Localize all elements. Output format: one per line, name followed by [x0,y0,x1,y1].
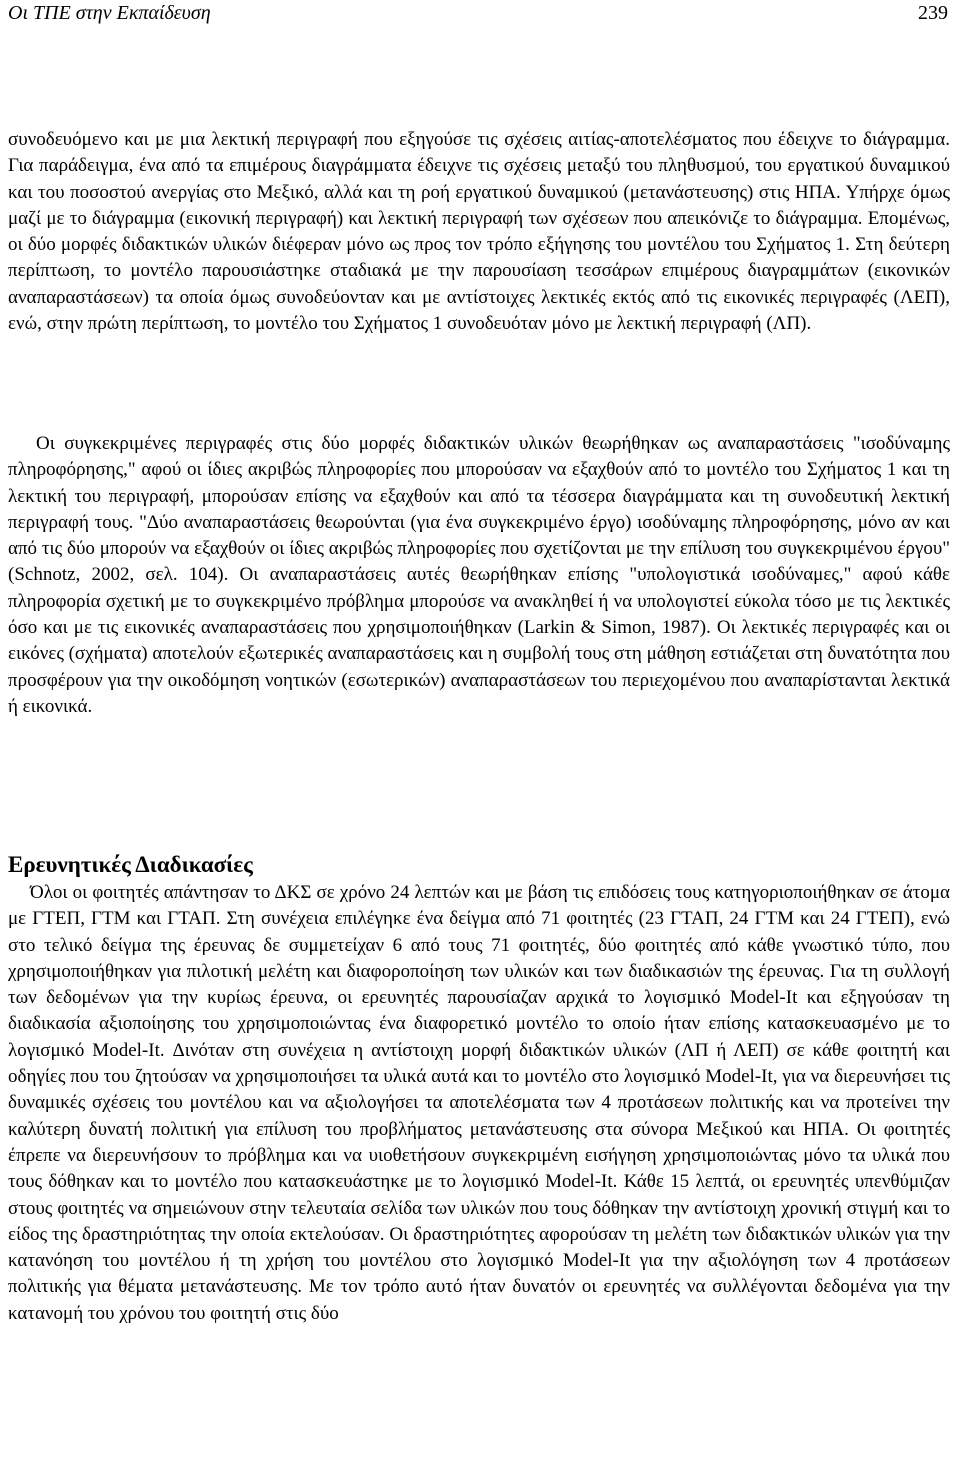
running-header [8,0,950,28]
running-title: Οι ΤΠΕ στην Εκπαίδευση [8,2,211,24]
page-number: 239 [918,2,948,24]
paragraph-2: Οι συγκεκριμένες περιγραφές στις δύο μορφές διδακτικών υλικών θεωρήθηκαν ως αναπαραστάσεις "ισοδύναμης πληροφόρησης," αφού οι ίδιες ακριβώς πληροφορίες που μπορούσαν να εξαχθούν από το μοντέλο του Σχήματος 1 και τη λεκτική του περιγραφή, μπορούσαν επίσης να εξαχθούν και από τα τέσσερα διαγράμματα και τη συνοδευτική λεκτική περιγραφή τους. "Δύο αναπαραστάσεις θεωρούνται (για ένα συγκεκριμένο έργο) ισοδύναμης πληροφόρησης, μόνο αν και από τις δύο μπορούν να εξαχθούν οι ίδιες ακριβώς πληροφορίες που σχετίζονται με την επίλυση του συγκεκριμένου έργου" (Schnotz, 2002, σελ. 104). Οι αναπαραστάσεις αυτές θεωρήθηκαν επίσης "υπολογιστικά ισοδύναμες," αφού κάθε πληροφορία σχετική με το συγκεκριμένο πρόβλημα μπορούσε να ανακληθεί ή να υπολογιστεί εύκολα τόσο με τις λεκτικές όσο και με τις εικονικές αναπαραστάσεις που χρησιμοποιήθηκαν (Larkin & Simon, 1987). Οι λεκτικές περιγραφές και οι εικόνες (σχήματα) αποτελούν εξωτερικές αναπαραστάσεις και η συμβολή τους στη μάθηση εστιάζεται στη δυνατότητα που προσφέρουν για την οικοδόμηση νοητικών (εσωτερικών) αναπαραστάσεων του περιεχομένου που αναπαρίστανται λεκτικά ή εικονικά. [8,433,950,717]
section-paragraph: Όλοι οι φοιτητές απάντησαν το ΔΚΣ σε χρόνο 24 λεπτών και με βάση τις επιδόσεις τους κατηγοριοποιήθηκαν σε άτομα με ΓΤΕΠ, ΓΤΜ και ΓΤΑΠ. Στη συνέχεια επιλέγηκε ένα δείγμα από 71 φοιτητές (23 ΓΤΑΠ, 24 ΓΤΜ και 24 ΓΤΕΠ), ενώ στο τελικό δείγμα της έρευνας δε συμμετείχαν 6 από τους 71 φοιτητές, δύο φοιτητές από κάθε γνωστικό τύπο, που χρησιμοποιήθηκαν για πιλοτική μελέτη και διαφοροποίηση των υλικών και των διαδικασιών της έρευνας. Για τη συλλογή των δεδομένων για την κυρίως έρευνα, οι ερευνητές παρουσίαζαν αρχικά το λογισμικό Model-It και εξηγούσαν τη διαδικασία αξιοποίησης του χρησιμοποιώντας ένα διαφορετικό μοντέλο το οποίο ήταν επίσης κατασκευασμένο με το λογισμικό Model-It. Δινόταν στη συνέχεια η αντίστοιχη μορφή διδακτικών υλικών (ΛΠ ή ΛΕΠ) σε κάθε φοιτητή και οδηγίες που του ζητούσαν να χρησιμοποιήσει τα υλικά αυτά και το μοντέλο στο λογισμικό Model-It, για να διερευνήσει τις δυναμικές σχέσεις του μοντέλου και να αξιολογήσει τα αποτελέσματα των 4 προτάσεων πολιτικής και να προτείνει την καλύτερη δυνατή πολιτική για επίλυση του προβλήματος μετανάστευσης στα σύνορα Μεξικού και ΗΠΑ. Οι φοιτητές έπρεπε να διερευνήσουν το πρόβλημα και να υιοθετήσουν συγκεκριμένη εισήγηση χρησιμοποιώντας μόνο τα υλικά που τους δόθηκαν και το μοντέλο που κατασκευάστηκε με το λογισμικό Model-It. Κάθε 15 λεπτά, οι ερευνητές υπενθύμιζαν στους φοιτητές να σημειώνουν στην τελευταία σελίδα των υλικών που τους δόθηκαν την αντίστοιχη χρονική στιγμή και το είδος της δραστηριότητας την οποία εκτελούσαν. Οι δραστηριότητες αφορούσαν τη μελέτη των διδακτικών υλικών για την κατανόηση του μοντέλου ή τη χρήση του μοντέλου στο λογισμικό Model-It για την αξιολόγηση των 4 προτάσεων πολιτικής για θέματα μετανάστευσης. Με τον τρόπο αυτό ήταν δυνατόν οι ερευνητές να συλλέγονται δεδομένα για την κατανομή του χρόνου του φοιτητή στις δύο [8,882,950,1324]
section-heading: Ερευνητικές Διαδικασίες [8,852,253,877]
paragraph-1: συνοδευόμενο και με μια λεκτική περιγραφή που εξηγούσε τις σχέσεις αιτίας-αποτελέσματος που έδειχνε το διάγραμμα. Για παράδειγμα, ένα από τα επιμέρους διαγράμματα έδειχνε τις σχέσεις μεταξύ του πληθυσμού, του εργατικού δυναμικού και του ποσοστού ανεργίας στο Μεξικό, αλλά και τη ροή εργατικού δυναμικού (μετανάστευσης) στις ΗΠΑ. Υπήρχε όμως μαζί με το διάγραμμα (εικονική περιγραφή) και λεκτική περιγραφή των σχέσεων που απεικόνιζε το διάγραμμα. Επομένως, οι δύο μορφές διδακτικών υλικών διέφεραν μόνο ως προς τον τρόπο εξήγησης του μοντέλου του Σχήματος 1. Στη δεύτερη περίπτωση, το μοντέλο παρουσιάστηκε σταδιακά με την παρουσίαση τεσσάρων επιμέρους διαγραμμάτων (εικονικών αναπαραστάσεων) τα οποία όμως συνοδεύονταν και με αντίστοιχες λεκτικές εκτός από τις εικονικές περιγραφές (ΛΕΠ), ενώ, στην πρώτη περίπτωση, το μοντέλο του Σχήματος 1 συνοδευόταν μόνο με λεκτική περιγραφή (ΛΠ). [8,129,950,335]
